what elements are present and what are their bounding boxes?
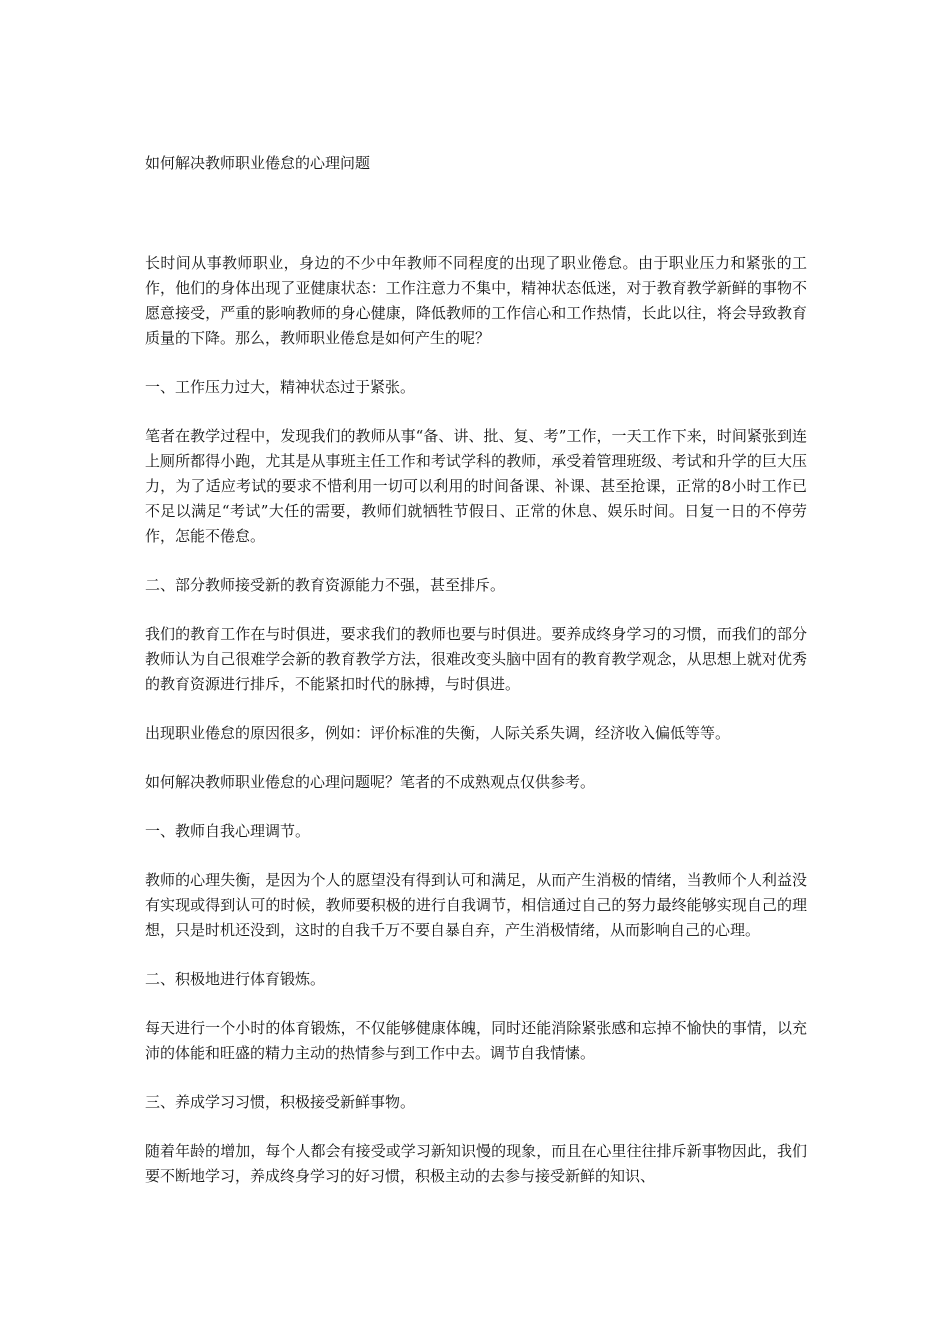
- section-heading-resources: 二、部分教师接受新的教育资源能力不强，甚至排斥。: [145, 576, 506, 594]
- self-adjust-paragraph: 教师的心理失衡，是因为个人的愿望没有得到认可和满足，从而产生消极的情绪，当教师个人利益没有实现或得到认可的时候，教师要积极的进行自我调节，相信通过自己的努力最终能够实现自己的理想，只是时机还没到，这时的自我千万不要自暴自弃，产生消极情绪，从而影响自己的心理。: [145, 871, 807, 939]
- pressure-paragraph: 笔者在教学过程中，发现我们的教师从事“备、讲、批、复、考”工作，一天工作下来，时间紧张到连上厕所都得小跑，尤其是从事班主任工作和考试学科的教师，承受着管理班级、考试和升学的巨大压力，为了适应考试的要求不惜利用一切可以利用的时间备课、补课、甚至抢课，正常的8小时工作已不足以满足“考试”大任的需要，教师们就牺牲节假日、正常的休息、娱乐时间。日复一日的不停劳作，怎能不倦怠。: [145, 427, 807, 545]
- exercise-paragraph: 每天进行一个小时的体育锻炼，不仅能够健康体魄，同时还能消除紧张感和忘掉不愉快的事情，以充沛的体能和旺盛的精力主动的热情参与到工作中去。调节自我情愫。: [145, 1019, 807, 1062]
- document-title: 如何解决教师职业倦怠的心理问题: [145, 154, 371, 172]
- learning-paragraph: 随着年龄的增加，每个人都会有接受或学习新知识慢的现象，而且在心里往往排斥新事物因此，我们要不断地学习，养成终身学习的好习惯，积极主动的去参与接受新鲜的知识、: [145, 1142, 807, 1185]
- causes-paragraph: 出现职业倦怠的原因很多，例如：评价标准的失衡，人际关系失调，经济收入偏低等等。: [145, 724, 731, 742]
- solutions-intro-paragraph: 如何解决教师职业倦怠的心理问题呢？笔者的不成熟观点仅供参考。: [145, 773, 596, 791]
- section-heading-learning: 三、养成学习习惯，积极接受新鲜事物。: [145, 1093, 416, 1111]
- section-heading-exercise: 二、积极地进行体育锻炼。: [145, 970, 326, 988]
- section-heading-pressure: 一、工作压力过大，精神状态过于紧张。: [145, 378, 416, 396]
- intro-paragraph: 长时间从事教师职业，身边的不少中年教师不同程度的出现了职业倦怠。由于职业压力和紧张的工作，他们的身体出现了亚健康状态：工作注意力不集中，精神状态低迷，对于教育教学新鲜的事物不愿意接受，严重的影响教师的身心健康，降低教师的工作信心和工作热情，长此以往，将会导致教育质量的下降。那么，教师职业倦怠是如何产生的呢？: [145, 254, 807, 347]
- section-heading-self-adjust: 一、教师自我心理调节。: [145, 822, 311, 840]
- document-body: [145, 251, 807, 1213]
- resources-paragraph: 我们的教育工作在与时俱进，要求我们的教师也要与时俱进。要养成终身学习的习惯，而我们的部分教师认为自己很难学会新的教育教学方法，很难改变头脑中固有的教育教学观念，从思想上就对优秀的教育资源进行排斥，不能紧扣时代的脉搏，与时俱进。: [145, 625, 807, 693]
